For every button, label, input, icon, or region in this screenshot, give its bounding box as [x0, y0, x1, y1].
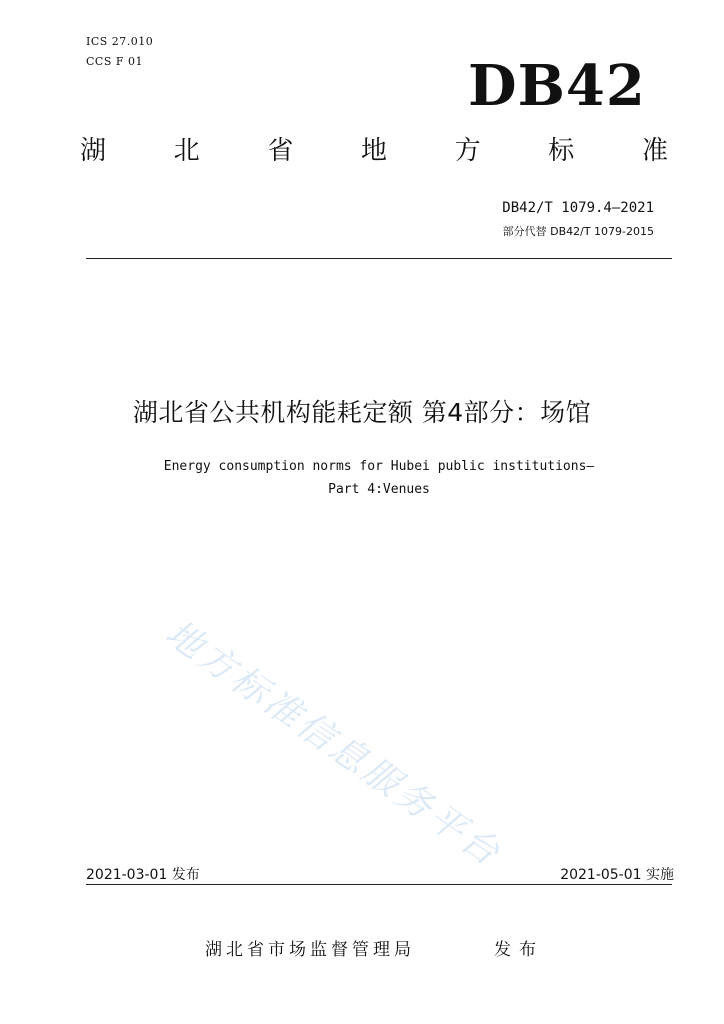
footer-divider [86, 884, 672, 885]
publish-label: 发布 [494, 940, 544, 960]
standard-type-char: 北 [173, 136, 200, 166]
document-title-en-line1: Energy consumption norms for Hubei public institutions— [163, 459, 595, 474]
standard-type-heading [80, 138, 668, 164]
standard-type-char: 方 [454, 136, 481, 166]
implementation-date: 2021-05-01 实施 [560, 867, 674, 883]
issue-date: 2021-03-01 发布 [86, 867, 200, 883]
watermark: 地方标准信息服务平台 [157, 612, 510, 876]
document-title-en-line2: Part 4:Venues [328, 482, 430, 497]
standard-type-char: 地 [360, 136, 387, 166]
replaces-note: 部分代替 DB42/T 1079-2015 [502, 225, 654, 238]
standard-type-char: 准 [641, 136, 668, 166]
standard-code-logo: DB42 [468, 53, 646, 119]
publisher-name: 湖北省市场监督管理局 [205, 940, 415, 960]
standard-type-char: 标 [548, 136, 575, 166]
standard-type-char: 省 [267, 136, 294, 166]
ccs-code: CCS F 01 [86, 55, 143, 68]
standard-number: DB42/T 1079.4—2021 [502, 200, 654, 216]
document-title-zh: 湖北省公共机构能耗定额 第4部分：场馆 [132, 398, 592, 427]
header-divider [86, 258, 672, 259]
standard-type-char: 湖 [80, 136, 107, 166]
ics-code: ICS 27.010 [86, 35, 154, 48]
